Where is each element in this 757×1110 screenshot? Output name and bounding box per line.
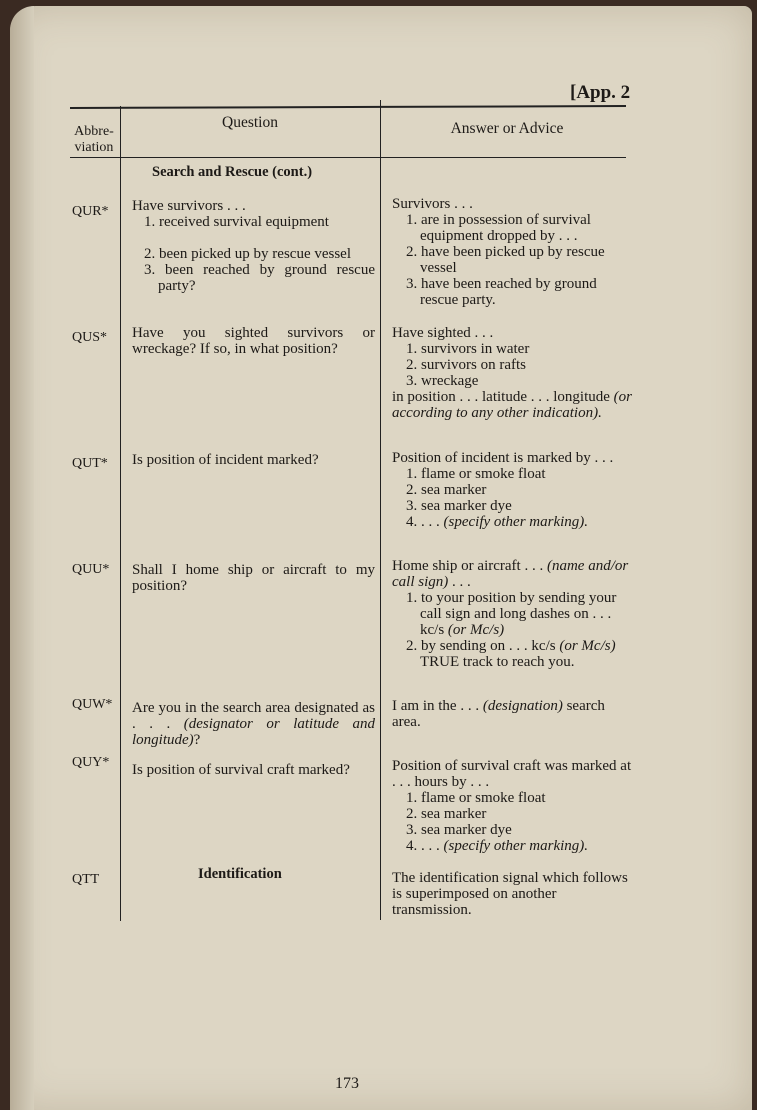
answer-quu: [392, 558, 632, 670]
qur-question-item-3: 3. been reached by ground rescue party?: [144, 262, 375, 294]
abbreviation-column-header: Abbre- viation: [74, 124, 114, 155]
question-quu: Shall I home ship or aircraft to my position?: [132, 562, 375, 594]
qus-answer-item-1: 1. survivors in water: [406, 341, 530, 357]
answer-qut: [392, 450, 632, 530]
abbr-qur: QUR*: [72, 204, 109, 219]
qur-question-intro: Have survivors . . .: [132, 198, 246, 214]
answer-quw: I am in the . . . (designation) search area.: [392, 698, 605, 730]
abbr-qus: QUS*: [72, 330, 108, 345]
book-page: [10, 6, 752, 1110]
question-quy: Is position of survival craft marked?: [132, 762, 350, 778]
qur-answer-item-2: 2. have been picked up by rescue vessel: [406, 244, 605, 276]
qur-answer-item-3: 3. have been reached by ground rescue party.: [406, 276, 597, 308]
qut-answer-item-3: 3. sea marker dye: [406, 498, 512, 514]
answer-quy: [392, 758, 632, 854]
page-spine: [10, 6, 34, 1110]
quy-answer-item-1: 1. flame or smoke float: [406, 790, 546, 806]
table-head-rule-left: [70, 157, 120, 158]
qut-answer-item-1: 1. flame or smoke float: [406, 466, 546, 482]
qur-question-item-2: 2. been picked up by rescue vessel: [144, 246, 352, 262]
column-divider-2: [380, 100, 381, 920]
appendix-header: [App. 2: [570, 82, 631, 103]
answer-column-header: Answer or Advice: [450, 120, 564, 137]
table-head-rule: [120, 157, 626, 158]
qus-answer-intro: Have sighted . . .: [392, 325, 494, 341]
answer-qus: [392, 325, 632, 421]
quy-answer-intro: Position of survival craft was marked at . . . hours by . . .: [392, 758, 632, 790]
qus-answer-item-2: 2. survivors on rafts: [406, 357, 526, 373]
question-qus: Have you sighted survivors or wreckage? If so, in what position?: [132, 325, 375, 357]
answer-qur: [392, 196, 632, 308]
section-identification: Identification: [198, 866, 282, 882]
quu-answer-intro: Home ship or aircraft . . . (name and/or call sign) . . .: [392, 558, 629, 590]
answer-qtt: The identification signal which follows is superimposed on another transmission.: [392, 870, 628, 918]
section-search-rescue: Search and Rescue (cont.): [152, 164, 313, 180]
qur-question-item-1: 1. received survival equipment: [144, 214, 329, 230]
abbr-qtt: QTT: [72, 872, 100, 887]
question-quw: Are you in the search area designated as . . . (designator or latitude and longitude)?: [132, 700, 376, 748]
question-column-header: Question: [222, 114, 278, 131]
abbr-quu: QUU*: [72, 562, 110, 577]
qus-answer-item-3: 3. wreckage: [406, 373, 479, 389]
page-number: 173: [335, 1075, 359, 1092]
qur-answer-item-1: 1. are in possession of survival equipment dropped by . . .: [406, 212, 591, 244]
qut-answer-intro: Position of incident is marked by . . .: [392, 450, 614, 466]
quy-answer-item-3: 3. sea marker dye: [406, 822, 512, 838]
abbr-quy: QUY*: [72, 755, 110, 770]
quu-answer-item-1: 1. to your position by sending your call sign and long dashes on . . . kc/s (or Mc/s): [406, 590, 617, 638]
quy-answer-item-2: 2. sea marker: [406, 806, 487, 822]
abbr-quw: QUW*: [72, 697, 113, 712]
column-divider-1: [120, 106, 121, 921]
qut-answer-item-4: 4. . . . (specify other marking).: [406, 514, 589, 530]
question-qut: Is position of incident marked?: [132, 452, 319, 468]
qut-answer-item-2: 2. sea marker: [406, 482, 487, 498]
quy-answer-item-4: 4. . . . (specify other marking).: [406, 838, 589, 854]
abbr-qut: QUT*: [72, 456, 108, 471]
question-qur: [132, 198, 375, 294]
quu-answer-item-2: 2. by sending on . . . kc/s (or Mc/s) TRUE track to reach you.: [406, 638, 616, 670]
qus-answer-tail: in position . . . latitude . . . longitude (or according to any other indication).: [392, 389, 632, 421]
qur-answer-intro: Survivors . . .: [392, 196, 473, 212]
